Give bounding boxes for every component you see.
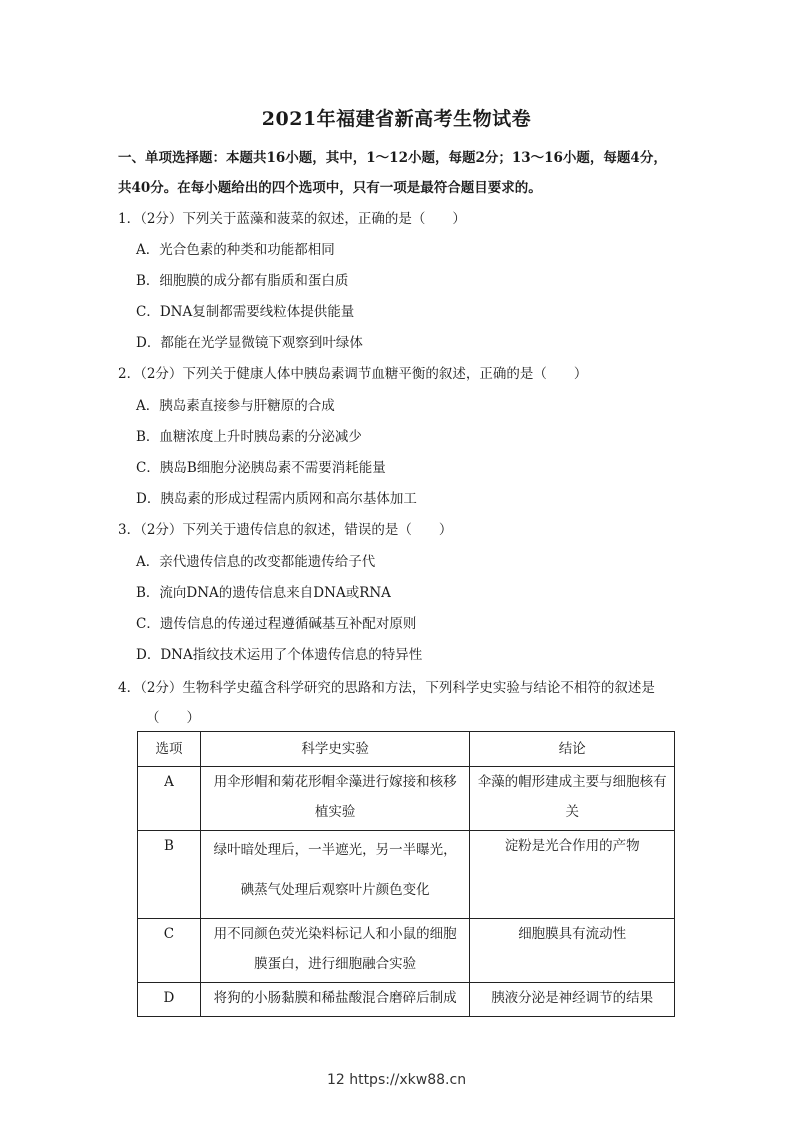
table-cell-experiment-line2: 碘蒸气处理后观察叶片颜色变化 (240, 882, 430, 898)
table-cell-conclusion-line1: 淀粉是光合作用的产物 (504, 838, 640, 854)
question-4-table (137, 731, 675, 1017)
question-1-stem: 1．（2分）下列关于蓝藻和菠菜的叙述，正确的是（ ） (118, 211, 466, 227)
question-1-option-c: C．DNA复制都需要线粒体提供能量 (136, 304, 355, 320)
table-row (138, 983, 675, 1017)
table-cell-experiment-line2: 膜蛋白，进行细胞融合实验 (254, 956, 417, 972)
page-footer: 12 https://xkw88.cn (326, 1072, 467, 1088)
table-cell-experiment-line1: 将狗的小肠黏膜和稀盐酸混合磨碎后制成 (213, 990, 457, 1006)
table-cell-conclusion-line1: 伞藻的帽形建成主要与细胞核有 (477, 774, 667, 790)
table-cell-experiment (200, 767, 469, 831)
table-cell-experiment-line1: 用不同颜色荧光染料标记人和小鼠的细胞 (213, 926, 457, 942)
table-cell-conclusion (470, 767, 675, 831)
table-cell-experiment (200, 919, 469, 983)
question-1-option-b: B．细胞膜的成分都有脂质和蛋白质 (136, 273, 349, 289)
question-3-option-c: C．遗传信息的传递过程遵循碱基互补配对原则 (136, 616, 417, 632)
question-3-option-a: A．亲代遗传信息的改变都能遗传给子代 (136, 554, 376, 570)
table-cell-conclusion (470, 919, 675, 983)
question-2-option-b: B．血糖浓度上升时胰岛素的分泌减少 (136, 429, 362, 445)
page-title: 2021年福建省新高考生物试卷 (261, 108, 532, 130)
question-1-option-a: A．光合色素的种类和功能都相同 (136, 242, 335, 258)
table-cell-conclusion (470, 983, 675, 1017)
table-cell-conclusion-line1: 细胞膜具有流动性 (518, 926, 627, 942)
question-2-option-d: D．胰岛素的形成过程需内质网和高尔基体加工 (136, 491, 417, 507)
question-2-option-a: A．胰岛素直接参与肝糖原的合成 (136, 398, 335, 414)
table-cell-experiment-line1: 用伞形帽和菊花形帽伞藻进行嫁接和核移 (213, 774, 457, 790)
question-3-option-b: B．流向DNA的遗传信息来自DNA或RNA (136, 585, 391, 601)
table-cell-experiment-line2: 植实验 (314, 804, 356, 820)
question-4-answer-paren: （ ） (146, 710, 200, 726)
table-cell-experiment (200, 983, 469, 1017)
question-3-option-d: D．DNA指纹技术运用了个体遗传信息的特异性 (136, 647, 423, 663)
table-cell-experiment-line1: 绿叶暗处理后，一半遮光，另一半曝光， (213, 842, 457, 858)
section-heading-line2: 共40分。在每小题给出的四个选项中，只有一项是最符合题目要求的。 (118, 180, 542, 196)
table-cell-option: A (138, 767, 201, 831)
question-2-stem: 2．（2分）下列关于健康人体中胰岛素调节血糖平衡的叙述，正确的是（ ） (118, 366, 588, 382)
table-header-option: 选项 (138, 732, 201, 767)
section-heading-line1: 一、单项选择题：本题共16小题，其中，1～12小题，每题2分；13～16小题，每题4分， (118, 150, 667, 166)
table-cell-option: D (138, 983, 201, 1017)
table-cell-conclusion-line2: 关 (565, 804, 579, 820)
table-cell-experiment (200, 831, 469, 919)
table-row (138, 831, 675, 919)
table-cell-conclusion-line1: 胰液分泌是神经调节的结果 (491, 990, 654, 1006)
question-1-option-d: D．都能在光学显微镜下观察到叶绿体 (136, 335, 363, 351)
table-header-row (138, 732, 675, 767)
table-header-experiment: 科学史实验 (200, 732, 469, 767)
question-2-option-c: C．胰岛B细胞分泌胰岛素不需要消耗能量 (136, 460, 386, 476)
question-4-stem: 4．（2分）生物科学史蕴含科学研究的思路和方法，下列科学史实验与结论不相符的叙述是 (118, 680, 655, 696)
table-cell-option: B (138, 831, 201, 919)
table-row (138, 767, 675, 831)
table-row (138, 919, 675, 983)
table-cell-option: C (138, 919, 201, 983)
question-3-stem: 3．（2分）下列关于遗传信息的叙述，错误的是（ ） (118, 522, 453, 538)
table-cell-conclusion (470, 831, 675, 919)
table-header-conclusion: 结论 (470, 732, 675, 767)
